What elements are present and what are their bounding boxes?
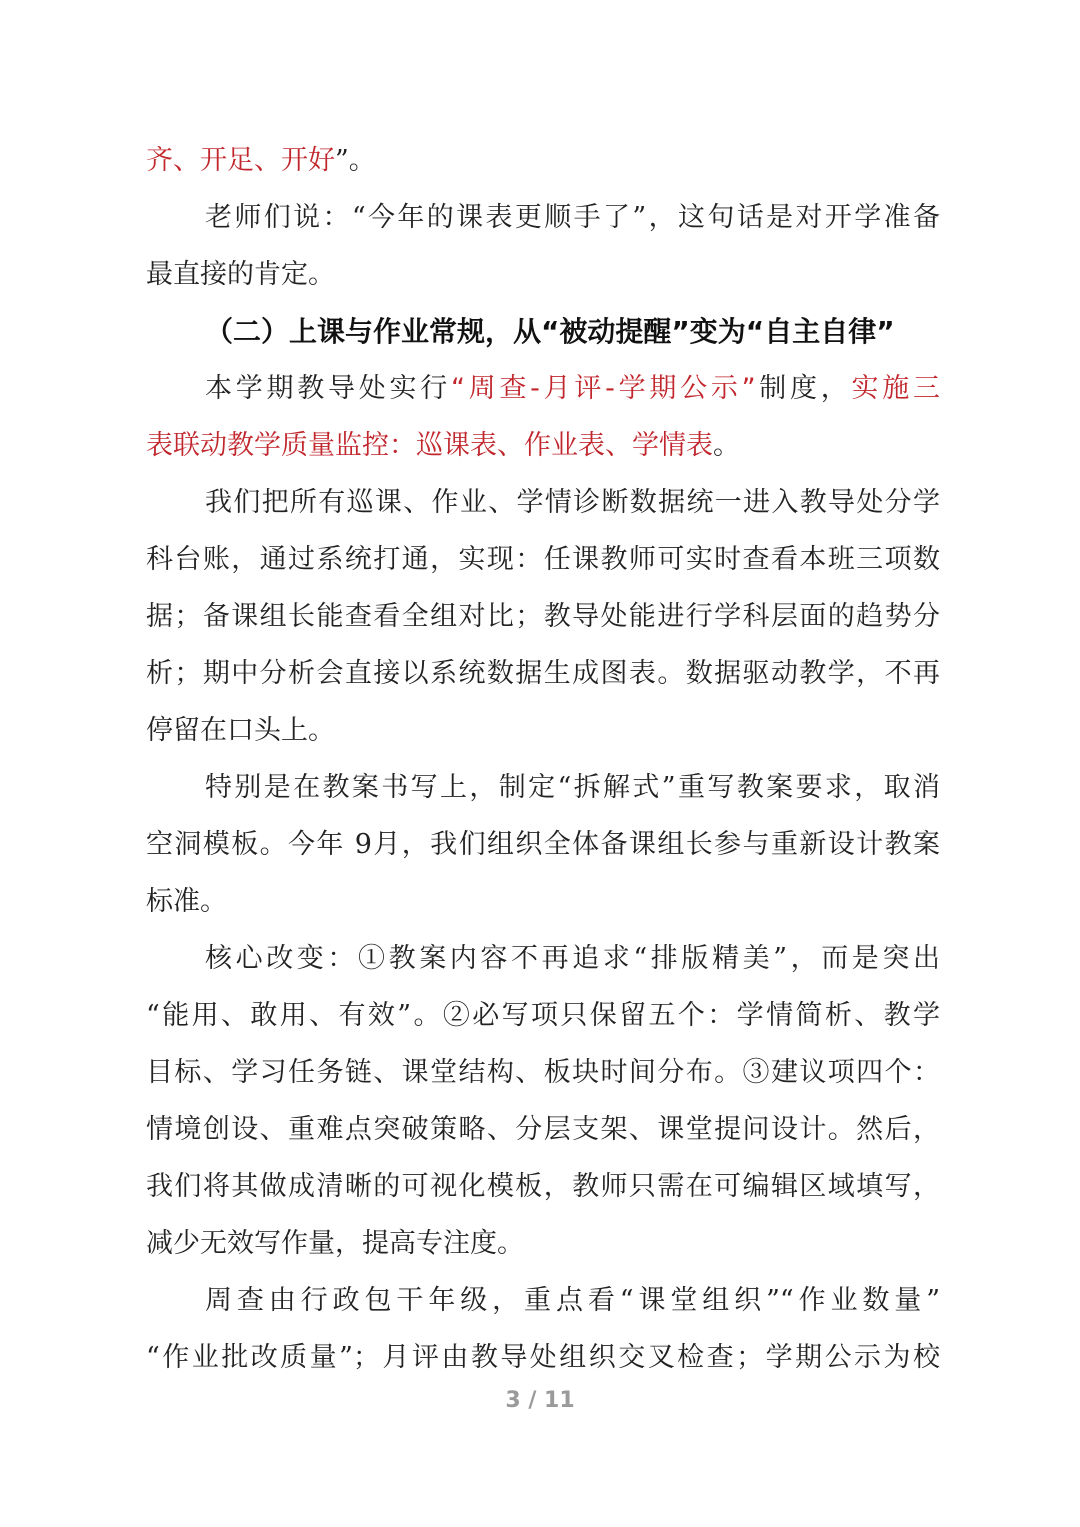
highlighted-text: 表联动教学质量监控：巡课表、作业表、学情表 (146, 430, 713, 461)
highlighted-text: “周查-月评-学期公示” (450, 373, 756, 404)
text-fragment: ”。 (335, 145, 376, 176)
paragraph-line: 我们把所有巡课、作业、学情诊断数据统一进入教导处分学 (205, 487, 940, 518)
page-number: 3 / 11 (505, 1388, 575, 1413)
paragraph-line: 据；备课组长能查看全组对比；教导处能进行学科层面的趋势分 (146, 601, 940, 632)
paragraph-line: “作业批改质量”；月评由教导处组织交叉检查；学期公示为校 (146, 1342, 940, 1373)
paragraph-line (146, 132, 940, 189)
paragraph-line (146, 417, 940, 474)
paragraph-line: 最直接的肯定。 (146, 259, 335, 290)
paragraph-line: 情境创设、重难点突破策略、分层支架、课堂提问设计。然后， (146, 1114, 940, 1145)
paragraph-line: 空洞模板。今年 9月，我们组织全体备课组长参与重新设计教案 (146, 829, 940, 860)
paragraph-line: 析；期中分析会直接以系统数据生成图表。数据驱动教学，不再 (146, 658, 940, 689)
text-fragment: 。 (713, 430, 740, 461)
highlighted-text: 齐、开足、开好 (146, 145, 335, 176)
paragraph-line: 目标、学习任务链、课堂结构、板块时间分布。③建议项四个： (146, 1057, 940, 1088)
paragraph-line: 我们将其做成清晰的可视化模板，教师只需在可编辑区域填写， (146, 1171, 940, 1202)
paragraph-line (146, 360, 940, 417)
document-page (146, 132, 940, 1386)
section-heading: （二）上课与作业常规，从“被动提醒”变为“自主自律” (205, 315, 895, 348)
text-fragment: 制度， (755, 373, 852, 404)
highlighted-text: 实施三 (851, 373, 940, 404)
paragraph-line: 标准。 (146, 886, 227, 917)
paragraph-line: 周查由行政包干年级，重点看“课堂组织”“作业数量” (205, 1285, 940, 1316)
paragraph-line: 老师们说：“今年的课表更顺手了”，这句话是对开学准备 (205, 202, 940, 233)
paragraph-line: 科台账，通过系统打通，实现：任课教师可实时查看本班三项数 (146, 544, 940, 575)
paragraph-line: 停留在口头上。 (146, 715, 335, 746)
text-fragment: 本学期教导处实行 (205, 373, 451, 404)
paragraph-line: “能用、敢用、有效”。②必写项只保留五个：学情简析、教学 (146, 1000, 940, 1031)
paragraph-line: 核心改变：①教案内容不再追求“排版精美”，而是突出 (205, 943, 940, 974)
paragraph-line: 特别是在教案书写上，制定“拆解式”重写教案要求，取消 (205, 772, 940, 803)
paragraph-line: 减少无效写作量，提高专注度。 (146, 1228, 524, 1259)
